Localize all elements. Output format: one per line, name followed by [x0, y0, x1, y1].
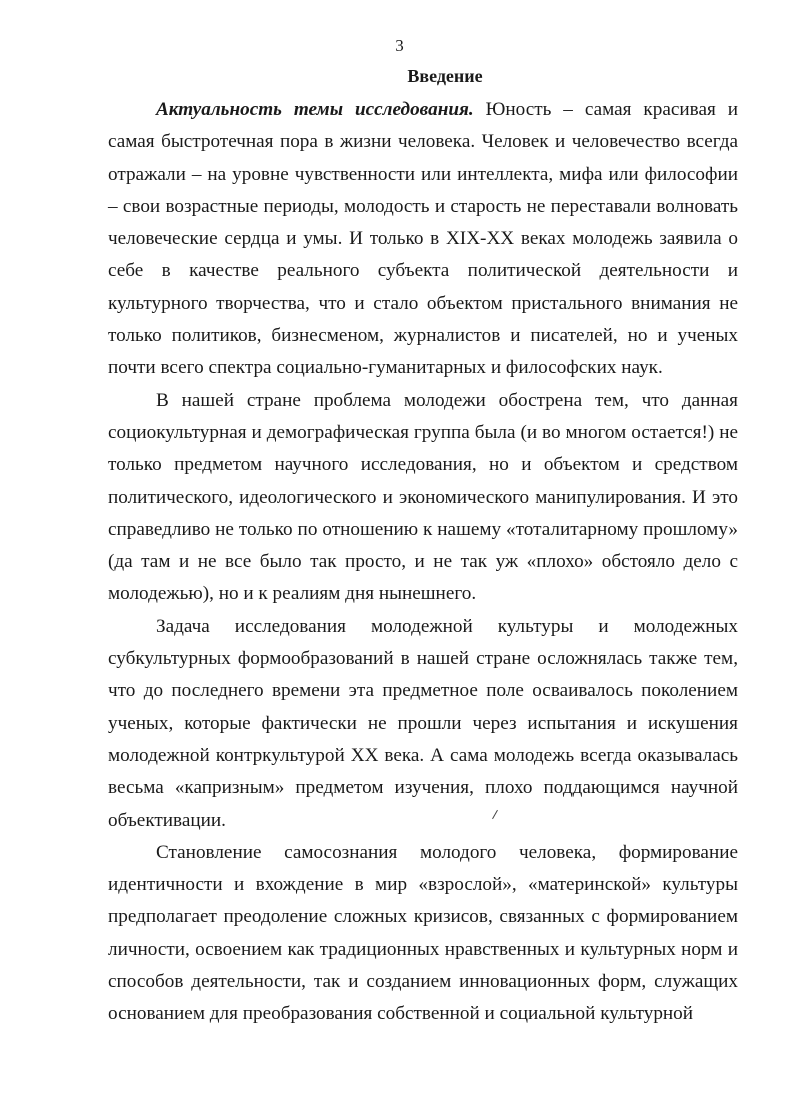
section-title: Введение	[407, 66, 483, 86]
paragraph-text: Становление самосознания молодого человека, формирование идентичности и вхождение в мир «взрослой», «материнской» культуры предполагает преодоление сложных кризисов, связанных с формированием личности, освоением как традиционных нравственных и культурных норм и способов деятельности, так и созданием инновационных форм, служащих основанием для преобразования собственной и социальной культурной	[108, 841, 738, 1025]
paragraph-text: Задача исследования молодежной культуры и молодежных субкультурных формообразований в нашей стране осложнялась также тем, что до последнего времени эта предметное поле осваивалось поколением ученых, которые фактически не прошли через испытания и искушения молодежной контркультурой XX века. А сама молодежь всегда оказывалась весьма «капризным» предметом изучения, плохо поддающимся научной объективации.	[108, 615, 738, 831]
paragraph-text: Юность – самая красивая и самая быстротечная пора в жизни человека. Человек и человечество всегда отражали – на уровне чувственности или интеллекта, мифа или философии – свои возрастные периоды, молодость и старость не переставали волновать человеческие сердца и умы. И только в XIX-XX веках молодежь заявила о себе в качестве реального субъекта политической деятельности и культурного творчества, что и стало объектом пристального внимания не только политиков, бизнесменом, журналистов и писателей, но и ученых почти всего спектра социально-гуманитарных и философских наук.	[108, 99, 738, 379]
paragraph-text: В нашей стране проблема молодежи обострена тем, что данная социокультурная и демографическая группа была (и во многом остается!) не только предметом научного исследования, но и объектом и средством политического, идеологического и экономического манипулирования. И это справедливо не только по отношению к нашему «тоталитарному прошлому» (да там и не все было так просто, и не так уж «плохо» обстояло дело с молодежью), но и к реалиям дня нынешнего.	[108, 389, 738, 605]
paragraph-self-awareness	[108, 837, 738, 1031]
paragraph-lead: Актуальность темы исследования.	[156, 99, 474, 120]
paragraph-relevance	[108, 94, 738, 385]
document-body	[108, 94, 738, 1031]
paragraph-research-task	[108, 611, 738, 837]
page-number: 3	[395, 36, 404, 55]
paragraph-youth-problem	[108, 385, 738, 611]
